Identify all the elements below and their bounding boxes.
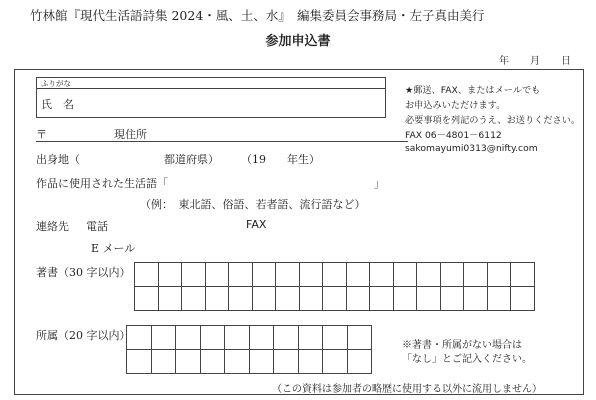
affiliation-grid-cell[interactable] — [176, 350, 201, 374]
books-grid-cell[interactable] — [393, 263, 417, 287]
none-note-line-1: ※著書・所属がない場合は — [402, 340, 522, 351]
form-title: 参加申込書 — [265, 34, 331, 49]
postal-mark: 〒 — [36, 128, 47, 141]
furigana-divider — [37, 88, 385, 89]
affiliation-grid-cell[interactable] — [225, 326, 250, 350]
books-grid-cell[interactable] — [487, 263, 511, 287]
books-grid-cell[interactable] — [158, 287, 182, 311]
privacy-footer-note: （この資料は参加者の略歴に使用する以外に流用しません） — [272, 384, 542, 395]
furigana-label: ふりがな — [41, 79, 71, 88]
dialect-label: 作品に使用された生活語「 — [36, 177, 168, 190]
affiliation-grid-row — [127, 350, 372, 374]
books-grid-cell[interactable] — [276, 263, 300, 287]
books-grid-cell[interactable] — [182, 287, 206, 311]
affiliation-grid-cell[interactable] — [151, 350, 176, 374]
books-character-grid[interactable] — [134, 262, 535, 311]
books-grid-cell[interactable] — [487, 287, 511, 311]
affiliation-label: 所属（20 字以内） — [36, 329, 131, 342]
birth-year-prefix: （19 — [241, 153, 266, 166]
affiliation-grid-cell[interactable] — [127, 326, 152, 350]
name-label: 氏 名 — [41, 98, 74, 111]
affiliation-grid-cell[interactable] — [323, 326, 348, 350]
contact-label: 連絡先 — [36, 220, 69, 233]
side-note-line-3: 必要事項を列記のうえ、お送りください。 — [405, 115, 581, 126]
affiliation-grid-cell[interactable] — [298, 326, 323, 350]
books-grid-cell[interactable] — [370, 263, 394, 287]
side-note-line-2: お申込みいただけます。 — [405, 100, 506, 111]
date-day-label: 日 — [561, 56, 571, 67]
name-field[interactable] — [36, 77, 386, 118]
affiliation-grid-cell[interactable] — [274, 326, 299, 350]
books-grid-cell[interactable] — [323, 263, 347, 287]
books-grid-cell[interactable] — [252, 287, 276, 311]
books-grid-cell[interactable] — [135, 263, 159, 287]
books-grid-cell[interactable] — [440, 287, 464, 311]
books-grid-cell[interactable] — [417, 287, 441, 311]
date-year-label: 年 — [499, 56, 509, 67]
books-grid-cell[interactable] — [229, 287, 253, 311]
books-grid-cell[interactable] — [205, 263, 229, 287]
birth-year-suffix: 年生） — [287, 153, 320, 166]
affiliation-grid-cell[interactable] — [323, 350, 348, 374]
affiliation-grid-cell[interactable] — [151, 326, 176, 350]
books-grid-cell[interactable] — [370, 287, 394, 311]
address-label: 現住所 — [114, 128, 147, 141]
books-grid-cell[interactable] — [299, 263, 323, 287]
books-grid-cell[interactable] — [323, 287, 347, 311]
books-grid-row — [135, 287, 535, 311]
books-grid-cell[interactable] — [205, 287, 229, 311]
affiliation-grid-cell[interactable] — [225, 350, 250, 374]
affiliation-grid-cell[interactable] — [249, 326, 274, 350]
books-grid-cell[interactable] — [511, 263, 535, 287]
prefecture-label: 都道府県） — [164, 153, 219, 166]
affiliation-grid-cell[interactable] — [347, 350, 372, 374]
books-grid-cell[interactable] — [182, 263, 206, 287]
fax-label: FAX — [246, 218, 267, 231]
books-grid-cell[interactable] — [158, 263, 182, 287]
affiliation-grid-cell[interactable] — [200, 350, 225, 374]
dialect-close-bracket: 」 — [374, 177, 385, 190]
affiliation-grid-cell[interactable] — [249, 350, 274, 374]
affiliation-grid-cell[interactable] — [127, 350, 152, 374]
books-grid-cell[interactable] — [229, 263, 253, 287]
affiliation-grid-row — [127, 326, 372, 350]
books-grid-row — [135, 263, 535, 287]
publisher-header: 竹林館『現代生活語詩集 2024・風、土、水』 編集委員会事務局・左子真由美行 — [30, 8, 485, 23]
books-grid-cell[interactable] — [464, 263, 488, 287]
dialect-example: （例： 東北語、俗語、若者語、流行語など） — [140, 198, 366, 211]
affiliation-grid-cell[interactable] — [274, 350, 299, 374]
address-underline[interactable] — [36, 141, 408, 142]
books-label: 著書（30 字以内） — [36, 266, 131, 279]
email-label: E メール — [91, 242, 136, 255]
date-month-label: 月 — [530, 56, 540, 67]
books-grid-cell[interactable] — [346, 287, 370, 311]
books-grid-cell[interactable] — [417, 263, 441, 287]
none-note-line-2: 「なし」とご記入ください。 — [402, 354, 532, 365]
side-note-fax: FAX 06－4801－6112 — [405, 130, 502, 141]
books-grid-cell[interactable] — [464, 287, 488, 311]
books-grid-cell[interactable] — [135, 287, 159, 311]
affiliation-grid-cell[interactable] — [200, 326, 225, 350]
books-grid-cell[interactable] — [346, 263, 370, 287]
books-grid-cell[interactable] — [276, 287, 300, 311]
phone-label: 電話 — [86, 220, 108, 233]
books-grid-cell[interactable] — [252, 263, 276, 287]
birthplace-label: 出身地（ — [36, 153, 80, 166]
affiliation-grid-cell[interactable] — [347, 326, 372, 350]
affiliation-character-grid[interactable] — [126, 325, 372, 374]
affiliation-grid-cell[interactable] — [176, 326, 201, 350]
books-grid-cell[interactable] — [511, 287, 535, 311]
side-note-email: sakomayumi0313@nifty.com — [405, 143, 538, 154]
side-note-line-1: ★郵送、FAX、またはメールでも — [405, 85, 541, 96]
books-grid-cell[interactable] — [299, 287, 323, 311]
affiliation-grid-cell[interactable] — [298, 350, 323, 374]
books-grid-cell[interactable] — [440, 263, 464, 287]
books-grid-cell[interactable] — [393, 287, 417, 311]
